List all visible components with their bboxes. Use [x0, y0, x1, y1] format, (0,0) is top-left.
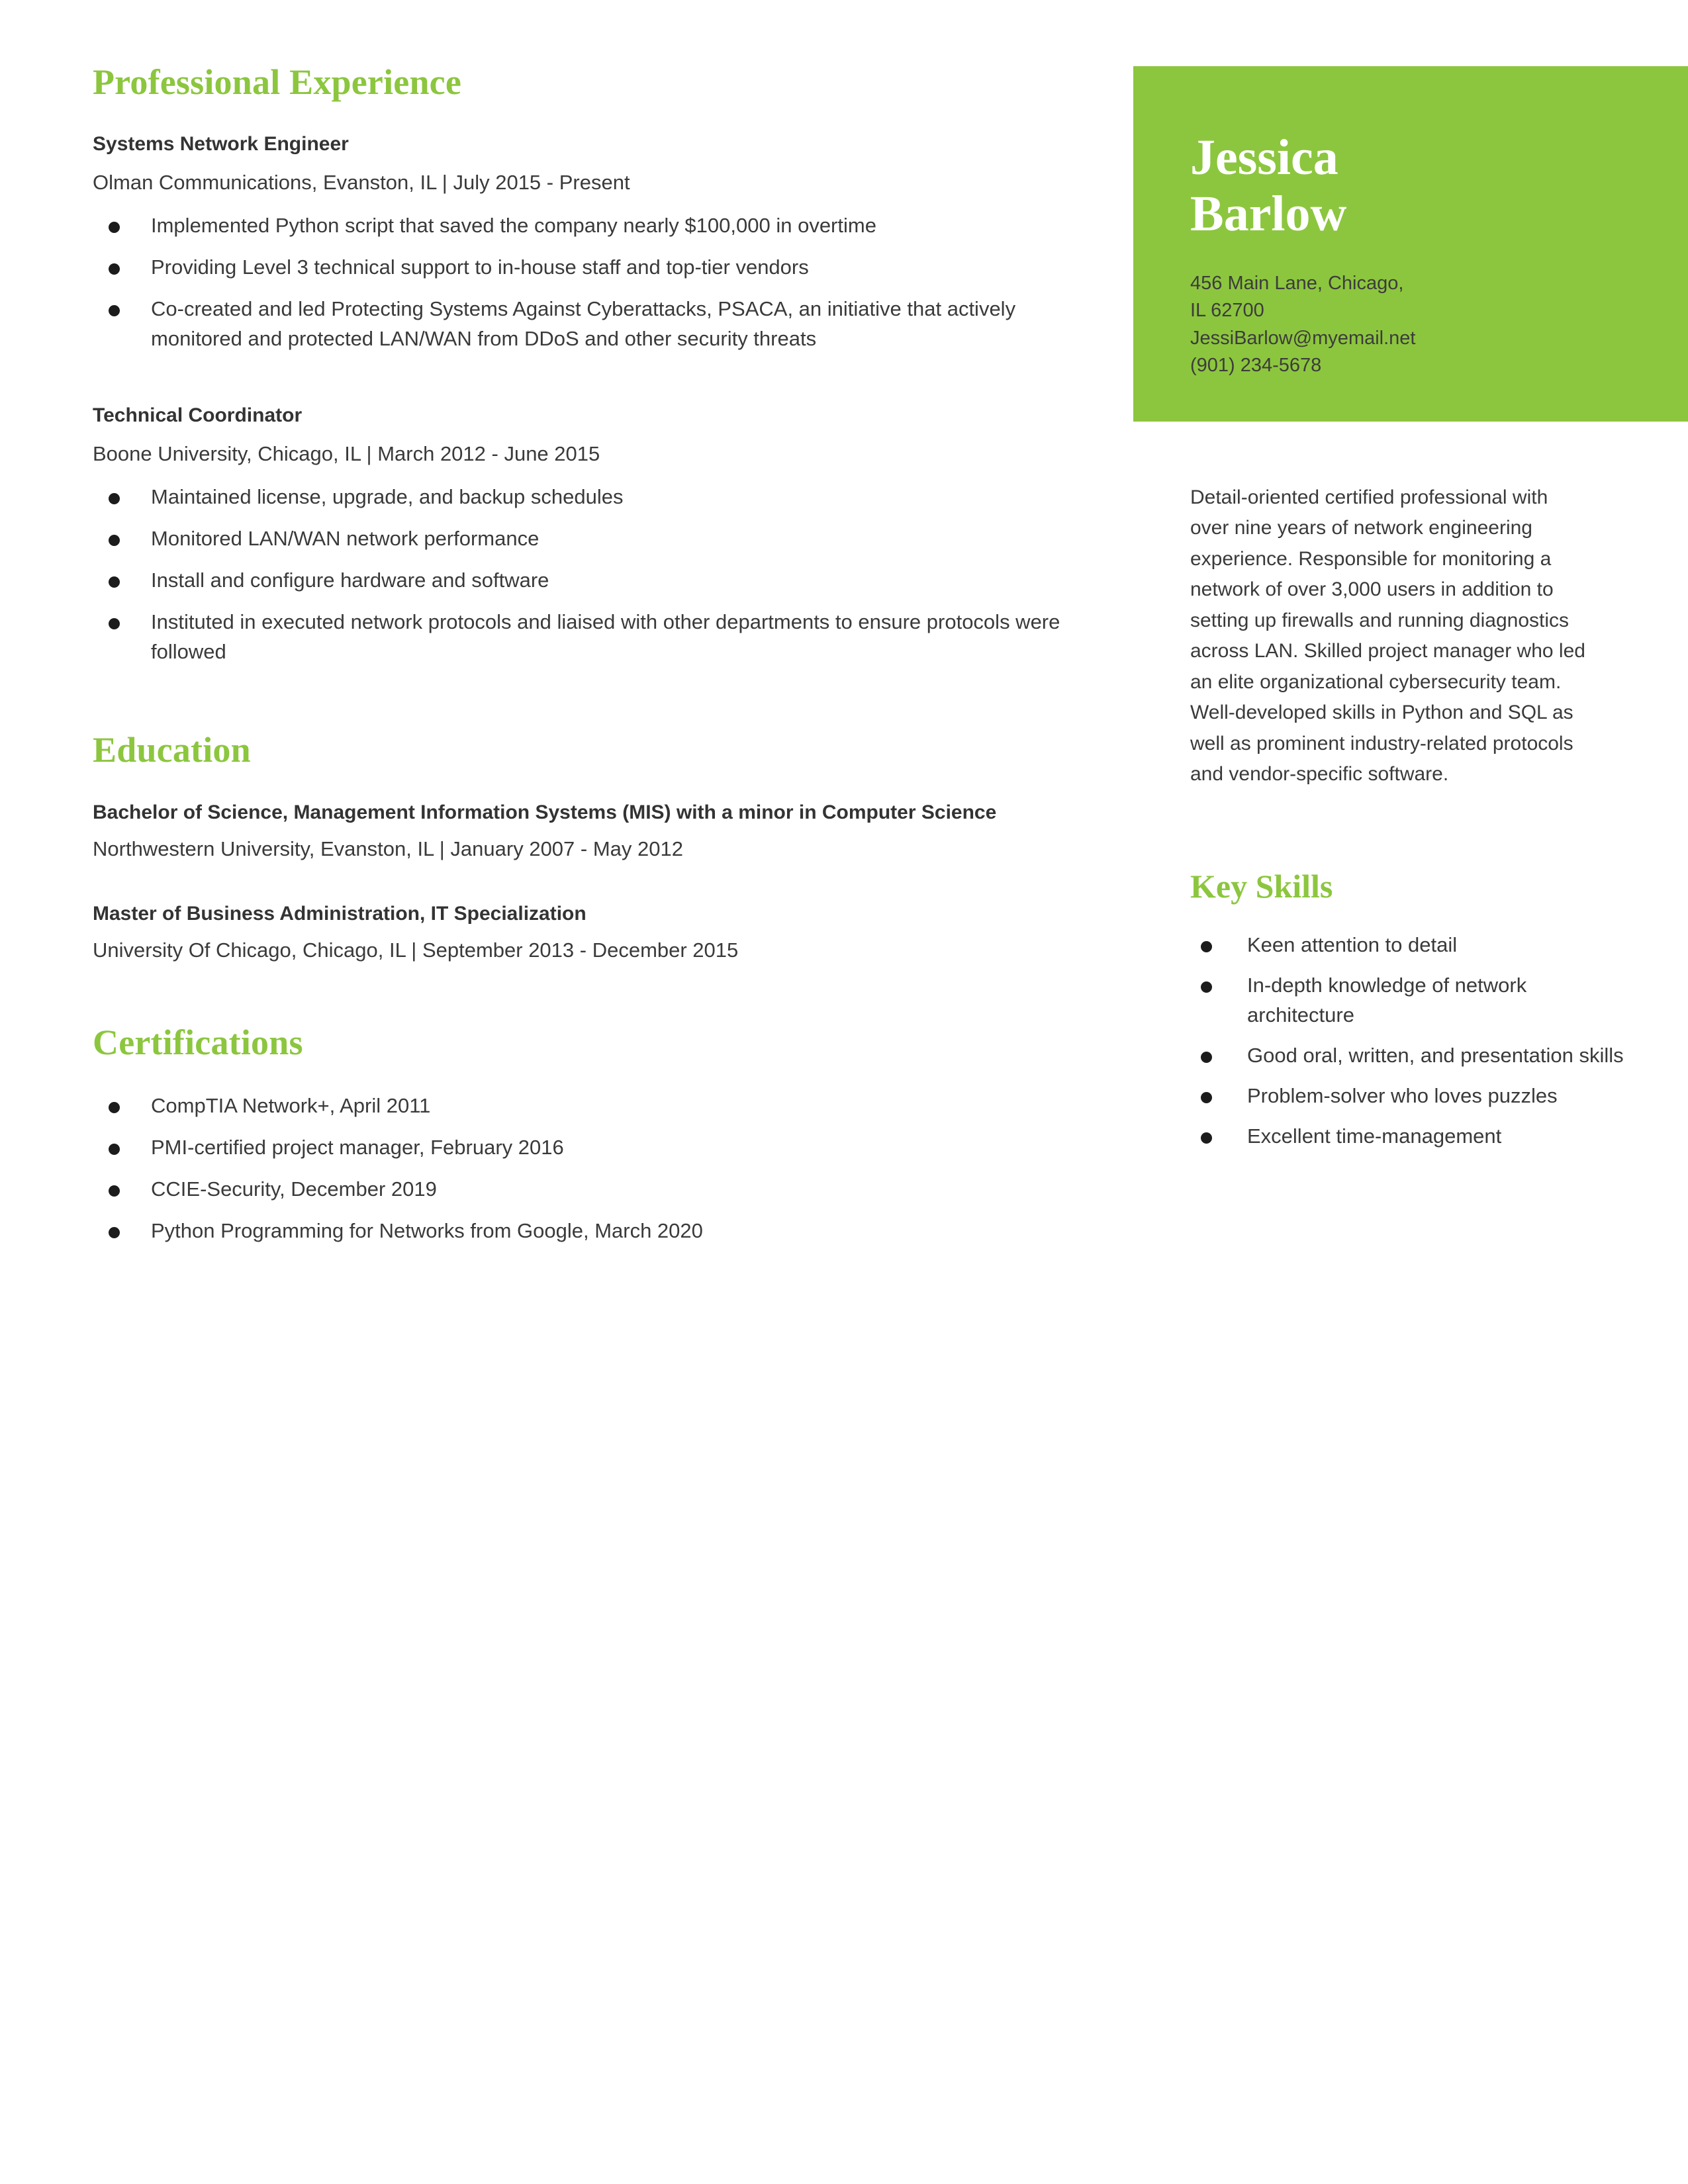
section-title-certifications: Certifications — [93, 1022, 303, 1062]
sidebar-column — [1133, 0, 1688, 1162]
section-title-key-skills: Key Skills — [1190, 867, 1333, 905]
first-name: Jessica — [1190, 130, 1338, 185]
list-item: In-depth knowledge of network architecture — [1190, 971, 1635, 1030]
spacer — [93, 863, 1066, 900]
job-role: Systems Network Engineer — [93, 133, 349, 156]
professional-summary: Detail-oriented certified professional with over nine years of network engineering experience. Responsible for monitoring a network of over 3,000 users in addition to setting up firewalls and running diagnostics across LAN. Skilled project manager who led an elite organizational cybersecurity team. Well-developed skills in Python and SQL as well as prominent industry-related protocols and vendor-specific software. — [1190, 486, 1585, 786]
list-item: Providing Level 3 technical support to in-house staff and top-tier vendors — [93, 253, 1066, 283]
list-item: PMI-certified project manager, February 2016 — [93, 1133, 1066, 1163]
education-entry — [93, 799, 1066, 863]
list-item: Good oral, written, and presentation skills — [1190, 1041, 1635, 1071]
section-title-education: Education — [93, 729, 251, 770]
contact-phone[interactable]: (901) 234-5678 — [1190, 354, 1322, 376]
list-item: Install and configure hardware and software — [93, 566, 1066, 596]
list-item: Monitored LAN/WAN network performance — [93, 524, 1066, 554]
job-meta: Olman Communications, Evanston, IL | July 2015 - Present — [93, 170, 630, 194]
main-column — [93, 63, 1066, 1258]
list-item: Instituted in executed network protocols and liaised with other departments to ensure protocols were followed — [93, 608, 1066, 667]
education-degree: Bachelor of Science, Management Information Systems (MIS) with a minor in Computer Science — [93, 801, 997, 823]
education-entry — [93, 900, 1066, 964]
list-item: Keen attention to detail — [1190, 931, 1635, 960]
spacer — [93, 365, 1066, 402]
list-item: Co-created and led Protecting Systems Against Cyberattacks, PSACA, an initiative that actively monitored and protected LAN/WAN from DDoS and other security threats — [93, 295, 1066, 354]
section-title-experience: Professional Experience — [93, 62, 462, 102]
education-degree: Master of Business Administration, IT Specialization — [93, 903, 586, 925]
name-card — [1133, 66, 1688, 422]
list-item: Problem-solver who loves puzzles — [1190, 1081, 1635, 1111]
list-item: Excellent time-management — [1190, 1122, 1635, 1152]
key-skills-list — [1133, 931, 1688, 1152]
experience-entry — [93, 131, 1066, 353]
job-bullet-list — [93, 211, 1066, 354]
list-item: Python Programming for Networks from Google, March 2020 — [93, 1216, 1066, 1246]
list-item: CompTIA Network+, April 2011 — [93, 1091, 1066, 1121]
last-name: Barlow — [1190, 186, 1347, 242]
list-item: CCIE-Security, December 2019 — [93, 1175, 1066, 1205]
job-role: Technical Coordinator — [93, 404, 303, 427]
contact-address-line1: 456 Main Lane, Chicago, — [1190, 273, 1404, 295]
certification-list — [93, 1091, 1066, 1246]
education-meta: Northwestern University, Evanston, IL | January 2007 - May 2012 — [93, 837, 683, 860]
job-meta: Boone University, Chicago, IL | March 2012 - June 2015 — [93, 441, 600, 465]
education-meta: University Of Chicago, Chicago, IL | September 2013 - December 2015 — [93, 938, 739, 962]
list-item: Maintained license, upgrade, and backup schedules — [93, 482, 1066, 512]
experience-entry — [93, 402, 1066, 666]
page-title — [1190, 130, 1631, 242]
list-item: Implemented Python script that saved the company nearly $100,000 in overtime — [93, 211, 1066, 241]
name-card-inner — [1133, 130, 1688, 379]
contact-email[interactable]: JessiBarlow@myemail.net — [1190, 327, 1416, 349]
contact-address-line2: IL 62700 — [1190, 300, 1264, 322]
job-bullet-list — [93, 482, 1066, 667]
